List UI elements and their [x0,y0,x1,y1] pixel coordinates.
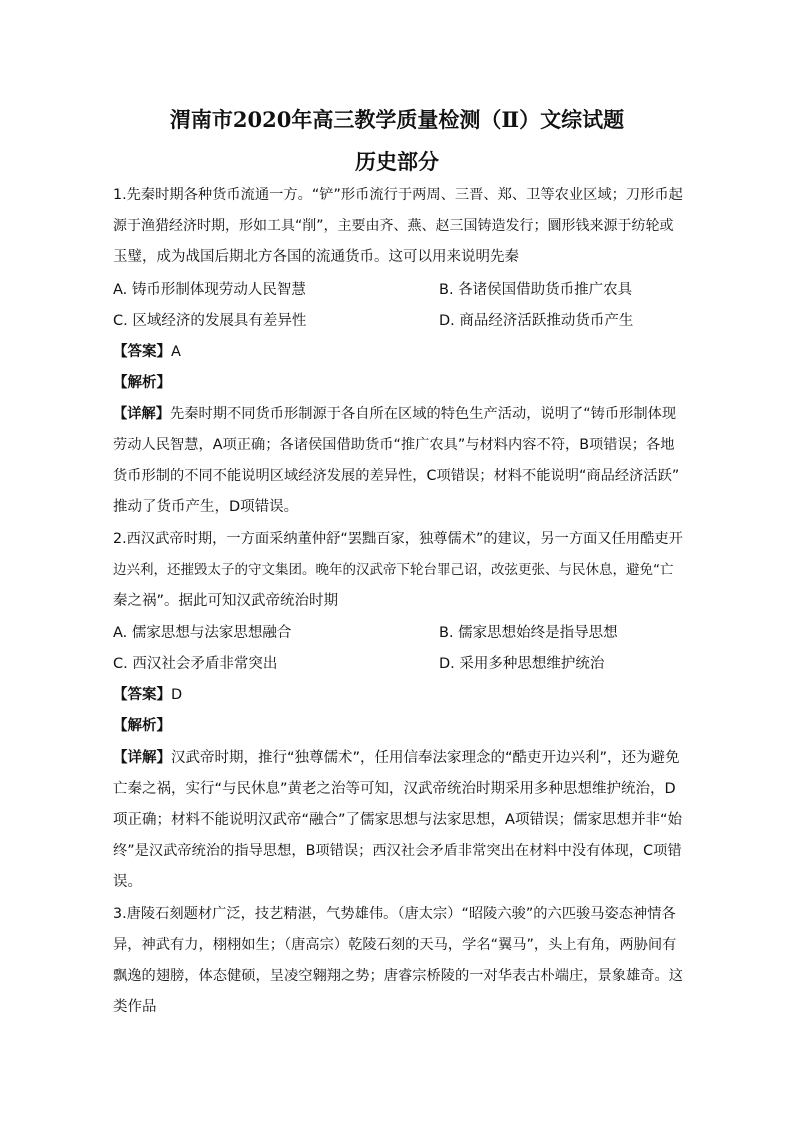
question-text-line: 源于渔猎经济时期，形如工具“削”，主要由齐、燕、赵三国铸造发行；圜形钱来源于纺轮或 [113,218,674,234]
option-b: B. 儒家思想始终是指导思想 [439,625,618,641]
answer-tag: 【答案】 [113,687,171,703]
analysis-tag: 【解析】 [113,718,171,734]
question-text-line: 1.先秦时期各种货币流通一方。“铲”形币流行于两周、三晋、郑、卫等农业区域；刀形币起 [113,187,683,203]
question-text-line: 异，神武有力，栩栩如生；（唐高宗）乾陵石刻的天马，学名“翼马”，头上有角，两胁间有 [113,937,677,953]
option-d: D. 商品经济活跃推动货币产生 [439,313,634,329]
answer-value: D [171,687,183,703]
detail-tag: 【详解】 [113,750,171,766]
page-title: 渭南市2020年高三教学质量检测（Ⅱ）文综试题 [169,107,625,132]
question-text-line: 玉璧，成为战国后期北方各国的流通货币。这可以用来说明先秦 [113,249,519,265]
question-text-line: 秦之祸”。据此可知汉武帝统治时期 [113,593,339,609]
detail-line [113,404,676,424]
detail-line: 劳动人民智慧，A项正确；各诸侯国借助货币“推广农具”与材料内容不符，B项错误；各地 [113,437,675,453]
answer-value: A [171,344,181,360]
option-c: C. 区域经济的发展具有差异性 [113,313,307,329]
option-d: D. 采用多种思想维护统治 [439,656,605,672]
answer-line [113,342,181,362]
option-a: A. 儒家思想与法家思想融合 [113,625,292,641]
detail-line: 推动了货币产生，D项错误。 [113,499,299,515]
detail-line: 项正确；材料不能说明汉武帝“融合”了儒家思想与法家思想，A项错误；儒家思想并非“始 [113,812,682,828]
question-text-line: 2.西汉武帝时期，一方面采纳董仲舒“罢黜百家，独尊儒术”的建议，另一方面又任用酷吏开 [113,531,683,547]
answer-tag: 【答案】 [113,344,171,360]
detail-line [113,748,680,768]
answer-line [113,685,182,705]
detail-text: 汉武帝时期，推行“独尊儒术”，任用信奉法家理念的“酷吏开边兴利”，还为避免 [171,750,680,766]
detail-text: 先秦时期不同货币形制源于各自所在区域的特色生产活动，说明了“铸币形制体现 [170,406,677,422]
detail-line: 误。 [113,874,142,890]
detail-tag: 【详解】 [113,406,171,422]
detail-line: 货币形制的不同不能说明区域经济发展的差异性，C项错误；材料不能说明“商品经济活跃” [113,468,680,484]
detail-line: 亡秦之祸，实行“与民休息”黄老之治等可知，汉武帝统治时期采用多种思想维护统治，D [113,781,676,797]
question-text-line: 飘逸的翅膀，体态健硕，呈凌空翱翔之势；唐睿宗桥陵的一对华表古朴端庄，景象雄奇。这 [113,968,684,984]
option-c: C. 西汉社会矛盾非常突出 [113,656,278,672]
detail-line: 终”是汉武帝统治的指导思想，B项错误；西汉社会矛盾非常突出在材料中没有体现，C项错 [113,843,682,859]
page-subtitle: 历史部分 [355,149,439,174]
question-text-line: 边兴利，还摧毁太子的守文集团。晚年的汉武帝下轮台罪己诏，改弦更张、与民休息，避免“亡 [113,562,674,578]
question-text-line: 3.唐陵石刻题材广泛，技艺精湛，气势雄伟。（唐太宗）“昭陵六骏”的六匹骏马姿态神情各 [113,906,676,922]
option-a: A. 铸币形制体现劳动人民智慧 [113,282,306,298]
option-b: B. 各诸侯国借助货币推广农具 [439,282,633,298]
analysis-tag: 【解析】 [113,375,171,391]
question-text-line: 类作品 [113,999,157,1015]
